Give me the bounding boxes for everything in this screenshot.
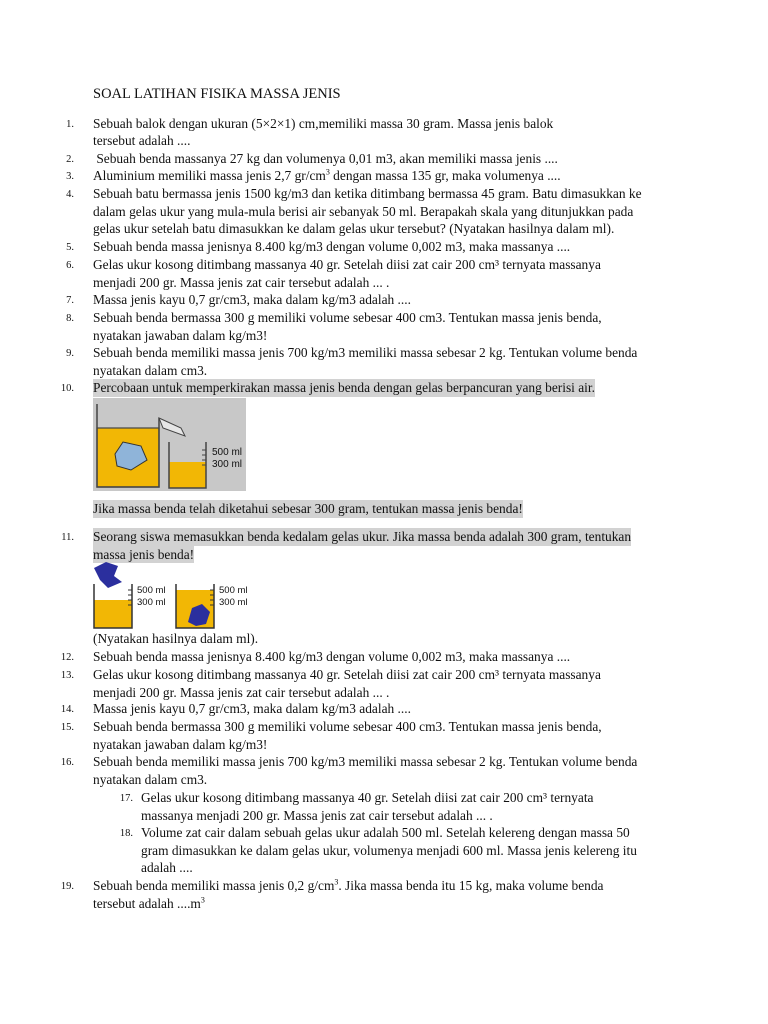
question-line: Sebuah benda massa jenisnya 8.400 kg/m3 dengan volume 0,002 m3, maka massanya .... — [93, 649, 571, 664]
label-500ml: 500 ml — [212, 447, 243, 458]
question-line: nyatakan dalam cm3. — [93, 771, 208, 787]
question-number: 8. — [66, 313, 74, 324]
text-segment: . Jika massa benda itu 15 kg, maka volume benda — [338, 878, 604, 893]
text-segment: dengan massa 135 gr, maka volumenya .... — [329, 168, 561, 183]
question-line: Gelas ukur kosong ditimbang massanya 40 gr. Setelah diisi zat cair 200 cm³ ternyata massanya — [93, 257, 601, 272]
superscript: 3 — [325, 167, 330, 177]
question-line: gram dimasukkan ke dalam gelas ukur, volumenya menjadi 600 ml. Massa jenis kelereng itu — [141, 842, 637, 858]
text-segment: Sebuah benda memiliki massa jenis 0,2 g/cm — [93, 878, 335, 893]
measuring-glass-figure — [92, 562, 262, 630]
question-line: Percobaan untuk memperkirakan massa jenis benda dengan gelas berpancuran yang berisi air. — [93, 380, 595, 395]
question-number: 17. — [119, 793, 133, 804]
question-line: Sebuah balok dengan ukuran (5×2×1) cm,memiliki massa 30 gram. Massa jenis balok — [93, 116, 554, 131]
question-line: Volume zat cair dalam sebuah gelas ukur adalah 500 ml. Setelah kelereng dengan massa 50 — [141, 825, 630, 840]
question-line: gelas ukur setelah batu dimasukkan ke dalam gelas ukur tersebut? (Nyatakan hasilnya dalam ml). — [93, 221, 615, 236]
question-line — [93, 877, 604, 895]
overflow-can-figure — [93, 398, 246, 491]
question-line: Sebuah benda bermassa 300 g memiliki volume sebesar 400 cm3. Tentukan massa jenis benda, — [93, 310, 602, 325]
question-number: 1. — [66, 119, 74, 130]
question-line: nyatakan jawaban dalam kg/m3! — [93, 736, 268, 752]
measuring-glass-liquid — [169, 462, 206, 488]
question-number: 16. — [60, 757, 74, 768]
question-number: 4. — [66, 189, 74, 200]
question-line: tersebut adalah .... — [93, 133, 191, 148]
question-line: dalam gelas ukur yang mula-mula berisi air sebanyak 50 ml. Berapakah skala yang ditunjukkan pada — [93, 203, 634, 219]
question-line: menjadi 200 gr. Massa jenis zat cair tersebut adalah ... . — [93, 684, 390, 700]
glass-b-label-500ml: 500 ml — [219, 585, 248, 596]
glass-a-label-500ml: 500 ml — [137, 585, 166, 596]
question-number: 14. — [60, 704, 74, 715]
question-line: massanya menjadi 200 gr. Massa jenis zat cair tersebut adalah ... . — [141, 807, 493, 823]
glass-a-label-300ml: 300 ml — [137, 597, 166, 608]
question-line: Sebuah benda memiliki massa jenis 700 kg/m3 memiliki massa sebesar 2 kg. Tentukan volume benda — [93, 345, 638, 360]
question-line — [93, 895, 205, 913]
question-line: Sebuah batu bermassa jenis 1500 kg/m3 dan ketika ditimbang bermassa 45 gram. Batu dimasukkan ke — [93, 186, 642, 201]
question-line: massa jenis benda! — [93, 546, 195, 562]
question-line: Jika massa benda telah diketahui sebesar 300 gram, tentukan massa jenis benda! — [93, 501, 523, 516]
question-line: Sebuah benda massa jenisnya 8.400 kg/m3 dengan volume 0,002 m3, maka massanya .... — [93, 239, 571, 254]
question-line: menjadi 200 gr. Massa jenis zat cair tersebut adalah ... . — [93, 274, 390, 290]
question-number: 19. — [60, 881, 74, 892]
question-line: nyatakan dalam cm3. — [93, 362, 208, 378]
question-number: 9. — [66, 348, 74, 359]
question-number: 5. — [66, 242, 74, 253]
page-title: SOAL LATIHAN FISIKA MASSA JENIS — [93, 86, 341, 102]
question-line: Massa jenis kayu 0,7 gr/cm3, maka dalam kg/m3 adalah .... — [93, 292, 411, 307]
text-segment: tersebut adalah ....m — [93, 895, 201, 911]
question-line: Seorang siswa memasukkan benda kedalam gelas ukur. Jika massa benda adalah 300 gram, tentukan — [93, 529, 632, 544]
question-line: Sebuah benda memiliki massa jenis 700 kg/m3 memiliki massa sebesar 2 kg. Tentukan volume benda — [93, 754, 638, 769]
text-segment: Aluminium memiliki massa jenis 2,7 gr/cm — [93, 168, 326, 183]
question-number: 2. — [66, 154, 74, 165]
glass-b-label-300ml: 300 ml — [219, 597, 248, 608]
question-line — [93, 167, 561, 185]
question-number: 7. — [66, 295, 74, 306]
question-number: 18. — [119, 828, 133, 839]
question-line: nyatakan jawaban dalam kg/m3! — [93, 327, 268, 343]
question-number: 13. — [60, 670, 74, 681]
question-number: 3. — [66, 171, 74, 182]
question-line: Gelas ukur kosong ditimbang massanya 40 gr. Setelah diisi zat cair 200 cm³ ternyata massanya — [93, 667, 601, 682]
label-300ml: 300 ml — [212, 459, 243, 470]
question-line: Massa jenis kayu 0,7 gr/cm3, maka dalam kg/m3 adalah .... — [93, 701, 411, 716]
question-line: (Nyatakan hasilnya dalam ml). — [93, 631, 259, 646]
superscript: 3 — [200, 895, 205, 905]
question-number: 12. — [60, 652, 74, 663]
question-line: adalah .... — [141, 860, 193, 875]
question-line: Sebuah benda massanya 27 kg dan volumenya 0,01 m3, akan memiliki massa jenis .... — [93, 151, 558, 166]
superscript: 3 — [334, 877, 339, 887]
question-line: Sebuah benda bermassa 300 g memiliki volume sebesar 400 cm3. Tentukan massa jenis benda, — [93, 719, 602, 734]
glass-a-liquid — [94, 600, 132, 628]
question-number: 6. — [66, 260, 74, 271]
falling-object — [94, 562, 122, 588]
question-line: Gelas ukur kosong ditimbang massanya 40 gr. Setelah diisi zat cair 200 cm³ ternyata — [141, 790, 594, 805]
question-number: 11. — [61, 532, 74, 543]
question-number: 10. — [60, 383, 74, 394]
question-number: 15. — [60, 722, 74, 733]
